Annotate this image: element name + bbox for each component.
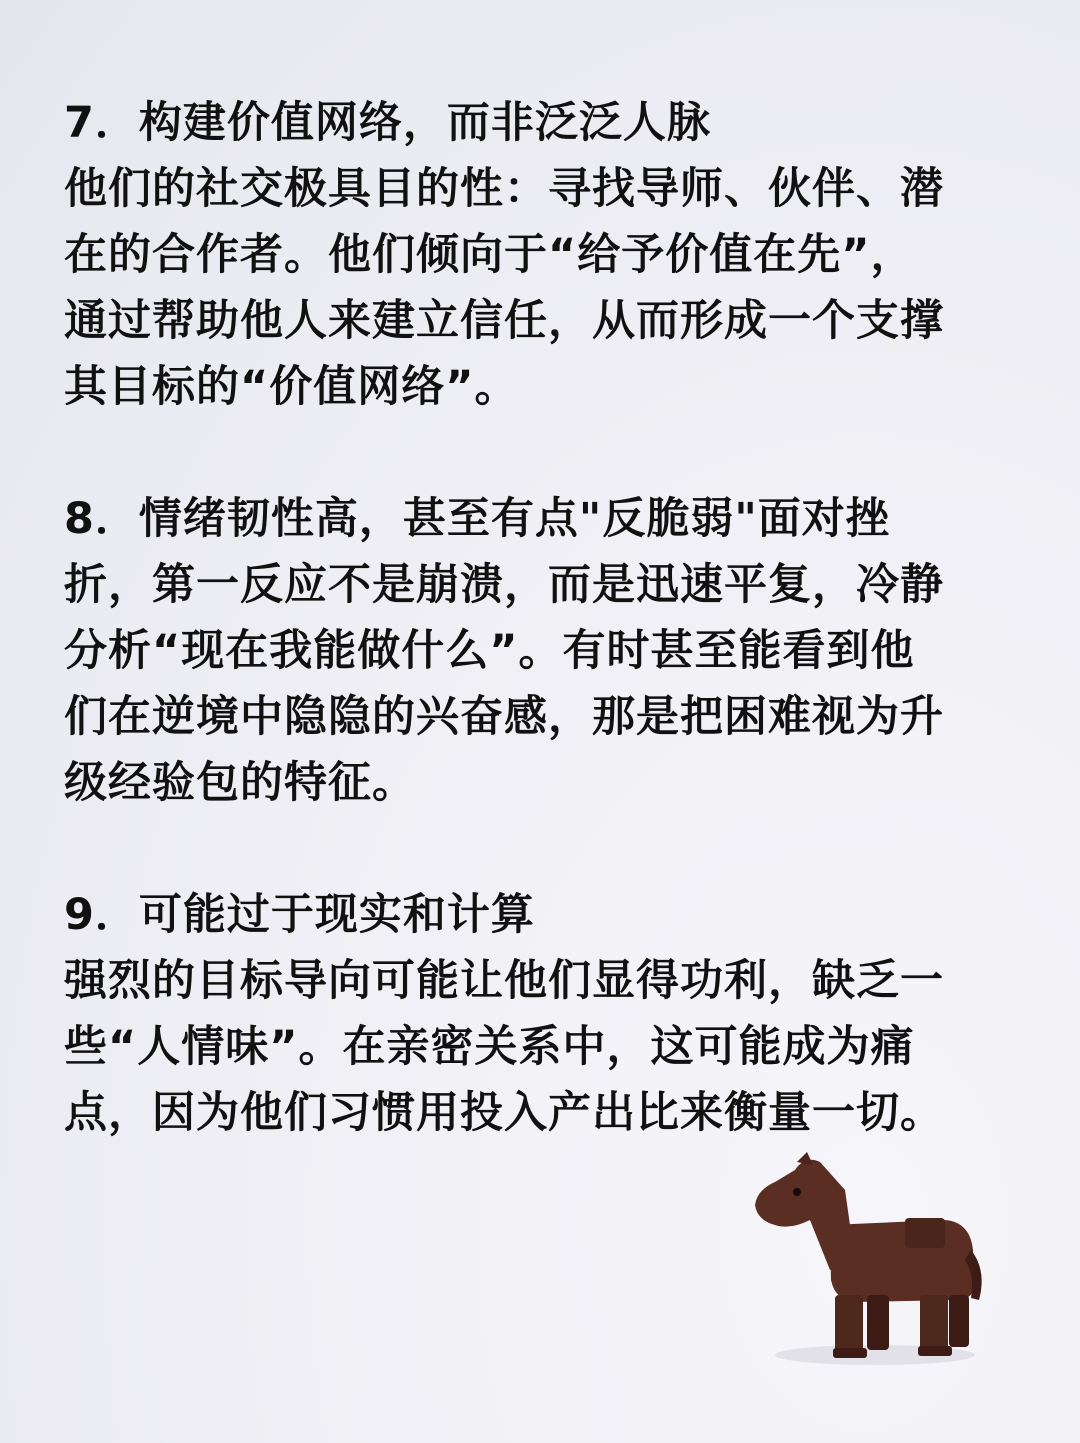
- section-9-heading: 9．可能过于现实和计算: [64, 890, 535, 940]
- section-8-text-line: 折，第一反应不是崩溃，而是迅速平复，冷静: [64, 560, 944, 610]
- toy-horse-image: [735, 1150, 985, 1370]
- article-body: [64, 90, 1024, 1146]
- section-7-text-line: 通过帮助他人来建立信任，从而形成一个支撑: [64, 296, 944, 346]
- section-spacer: [64, 816, 1024, 882]
- section-8-text-line: 们在逆境中隐隐的兴奋感，那是把困难视为升: [64, 692, 944, 742]
- section-8-text-line: 分析“现在我能做什么”。有时甚至能看到他: [64, 626, 915, 676]
- section-7-text-line: 他们的社交极具目的性：寻找导师、伙伴、潜: [64, 164, 944, 214]
- section-9-text-line: 点，因为他们习惯用投入产出比来衡量一切。: [64, 1088, 944, 1138]
- section-9-text-line: 强烈的目标导向可能让他们显得功利，缺乏一: [64, 956, 944, 1006]
- section-7-heading: 7．构建价值网络，而非泛泛人脉: [64, 98, 711, 148]
- section-8-heading: 8．情绪韧性高，甚至有点"反脆弱"面对挫: [64, 494, 890, 544]
- section-9-text-line: 些“人情味”。在亲密关系中，这可能成为痛: [64, 1022, 915, 1072]
- section-9: [64, 882, 1024, 1146]
- section-7-text-line: 其目标的“价值网络”。: [64, 362, 519, 412]
- section-8-text-line: 级经验包的特征。: [64, 758, 416, 808]
- section-7-text-line: 在的合作者。他们倾向于“给予价值在先”，: [64, 230, 915, 280]
- section-8: [64, 486, 1024, 816]
- section-spacer: [64, 420, 1024, 486]
- section-7: [64, 90, 1024, 420]
